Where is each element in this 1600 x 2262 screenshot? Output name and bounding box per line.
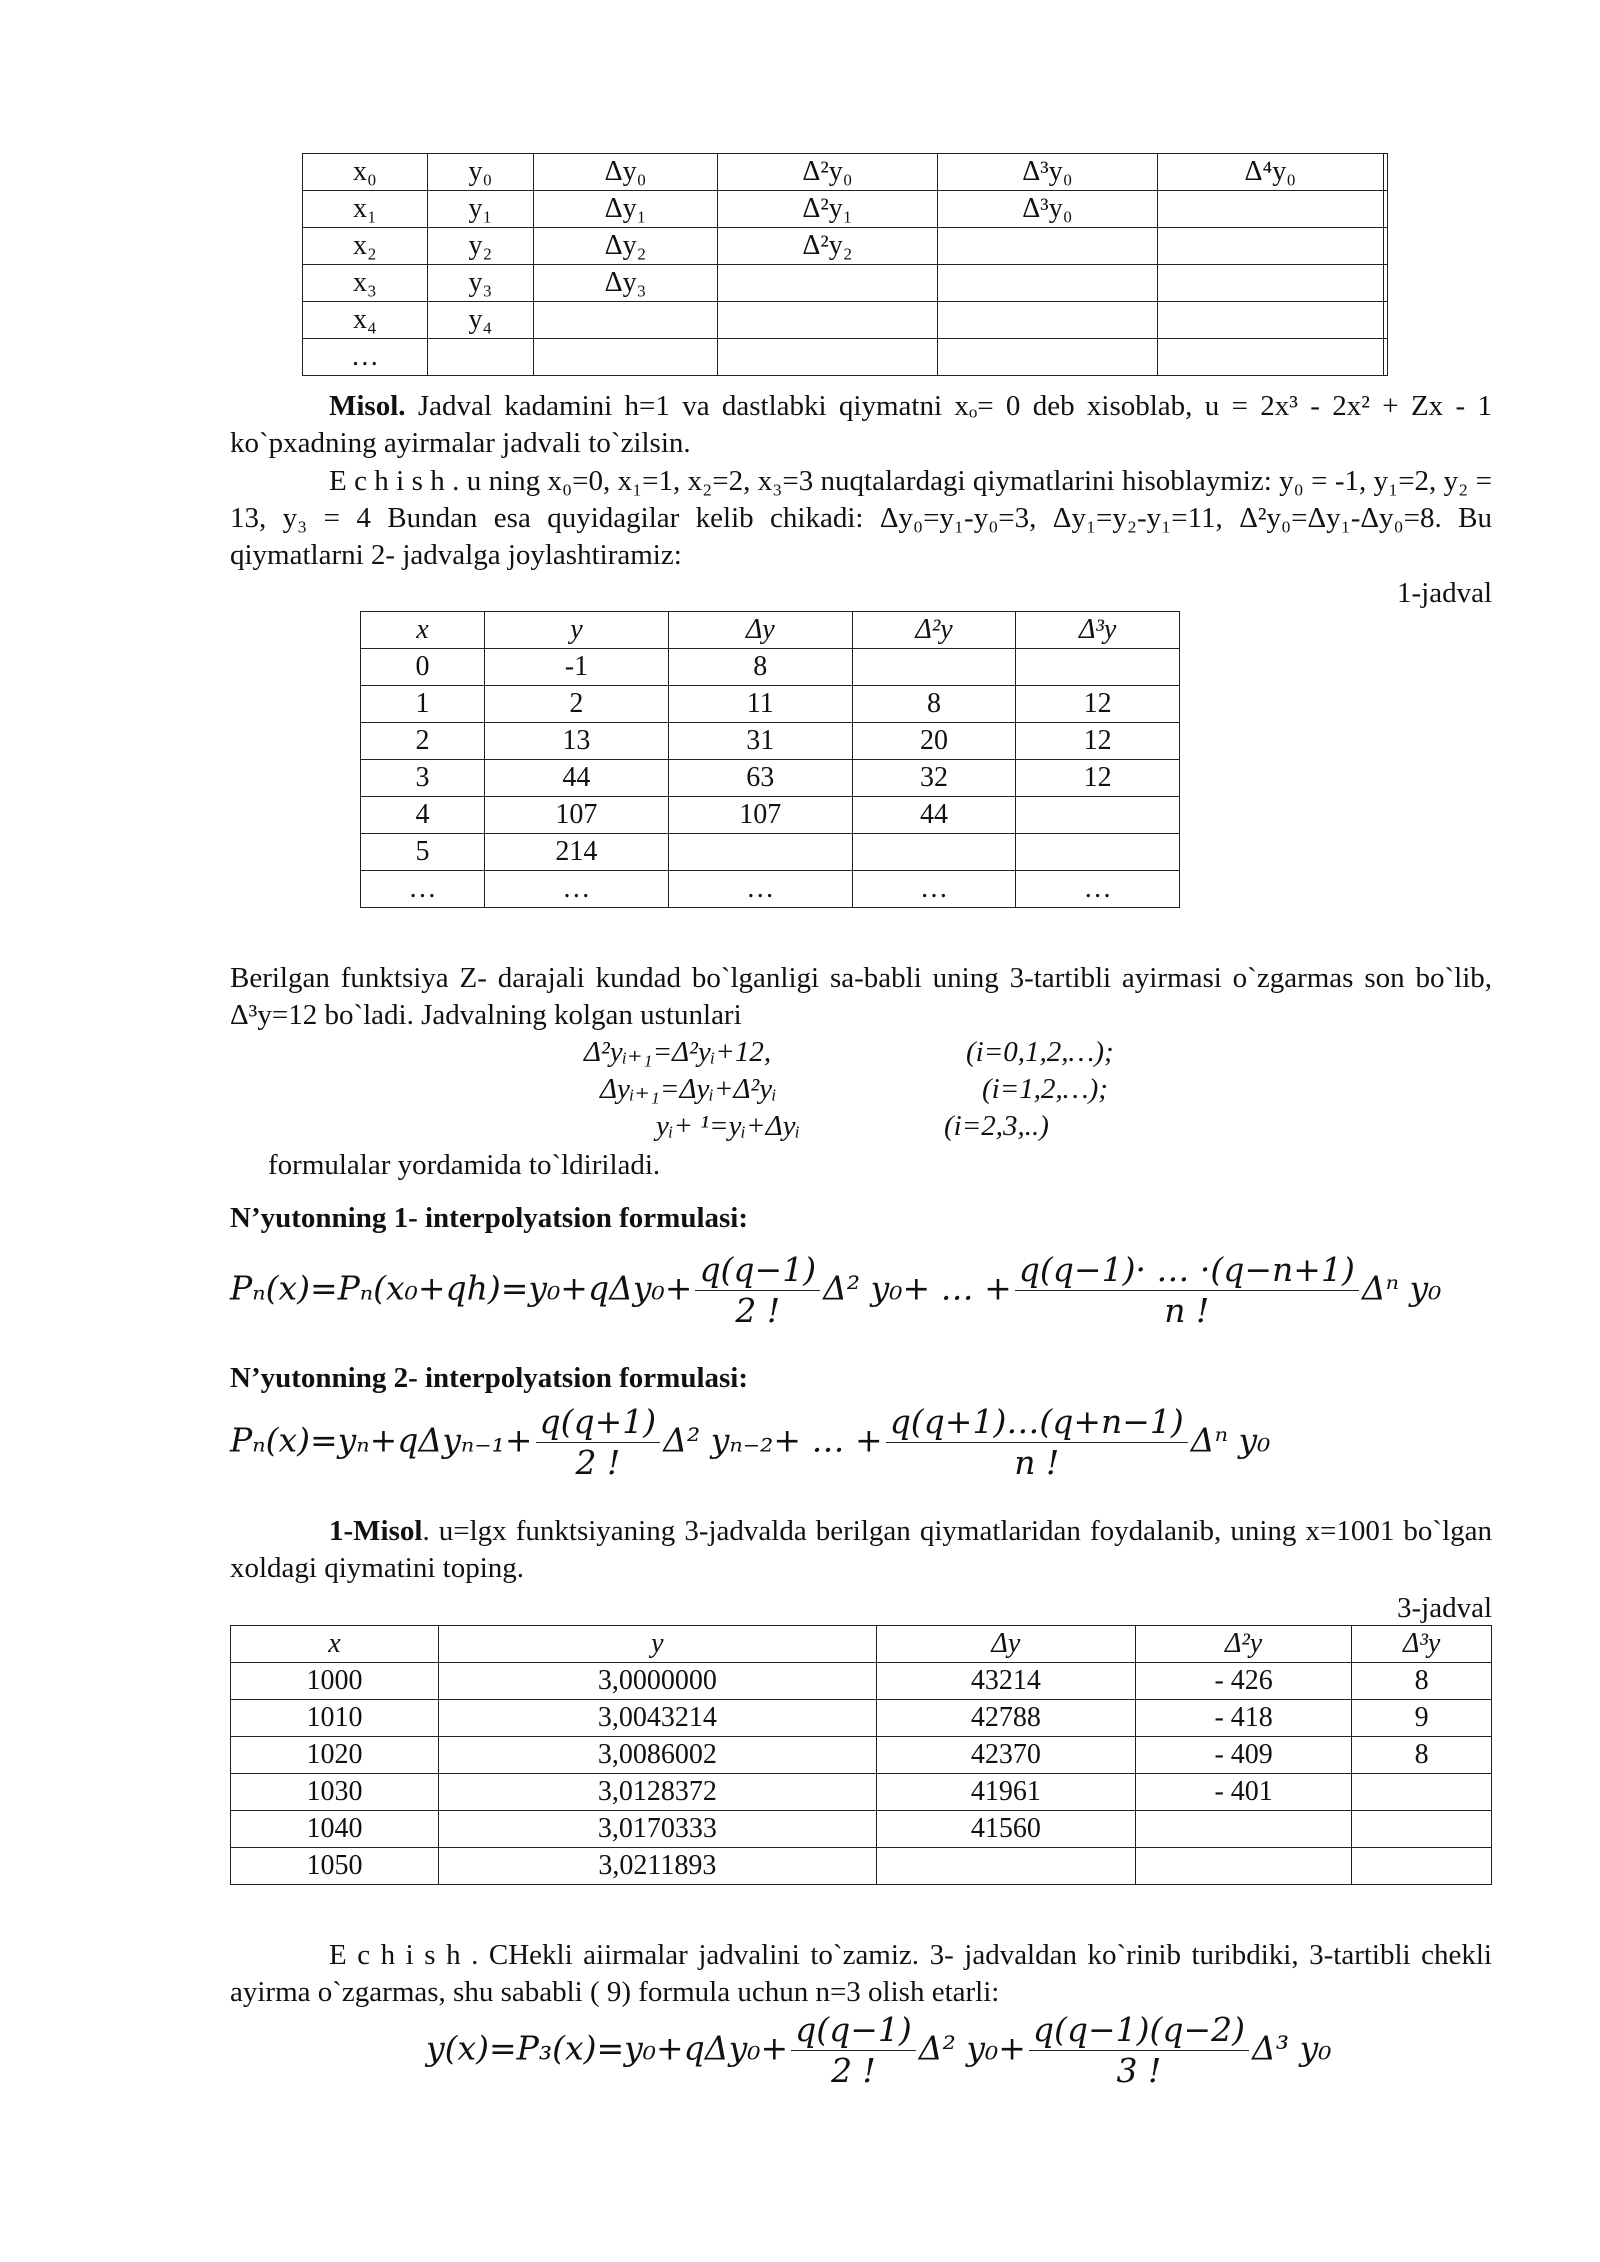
recurrence-1: Δ²yᵢ₊₁=Δ²yᵢ+12,	[584, 1036, 772, 1068]
formula1-lhs: Pₙ(x)=Pₙ(x₀+qh)=y₀+qΔy₀+	[230, 1268, 693, 1308]
table-cell: 3,0211893	[438, 1848, 876, 1885]
formula3-frac1: $\frac{q(q-1)}{2 !}$	[791, 2010, 916, 2091]
table-cell	[668, 834, 852, 871]
table-cell	[1352, 1848, 1492, 1885]
table-cell	[1383, 339, 1387, 376]
recurrence-3-range: (i=2,3,..)	[944, 1110, 1049, 1142]
misol-paragraph	[230, 388, 1492, 462]
table-cell	[534, 302, 718, 339]
table-cell: …	[668, 871, 852, 908]
table-cell: …	[361, 871, 485, 908]
table-cell: 3,0043214	[438, 1700, 876, 1737]
table-cell: …	[1016, 871, 1180, 908]
table-header-cell: y	[485, 612, 669, 649]
difference-table-3	[230, 1625, 1492, 1885]
table-header-cell: x	[231, 1626, 439, 1663]
table-row	[361, 723, 1180, 760]
table-cell: 1000	[231, 1663, 439, 1700]
table-row	[303, 339, 1388, 376]
formulalar-text: formulalar yordamida to`ldiriladi.	[268, 1149, 661, 1181]
table-cell: 8	[852, 686, 1016, 723]
table-row	[303, 191, 1388, 228]
heading-newton-2: N’yutonning 2- interpolyatsion formulasi:	[230, 1362, 749, 1394]
table-cell: 107	[485, 797, 669, 834]
table-row	[361, 797, 1180, 834]
table-cell: Δ²y₀	[717, 154, 937, 191]
table-cell	[1135, 1848, 1351, 1885]
table-cell: 8	[1352, 1663, 1492, 1700]
table-cell: …	[303, 339, 428, 376]
table-cell	[937, 228, 1157, 265]
formula2-frac2: $\frac{q(q+1)\dots(q+n-1)}{n !}$	[886, 1402, 1188, 1483]
table-cell: - 418	[1135, 1700, 1351, 1737]
table-cell: 3,0128372	[438, 1774, 876, 1811]
table-cell: 2	[485, 686, 669, 723]
table-cell: 0	[361, 649, 485, 686]
table-cell	[1383, 265, 1387, 302]
table-row	[231, 1774, 1492, 1811]
table-cell: 3,0170333	[438, 1811, 876, 1848]
table-cell: Δ³y₀	[937, 191, 1157, 228]
table-row	[361, 834, 1180, 871]
table-cell	[717, 339, 937, 376]
table-cell	[1016, 797, 1180, 834]
table-cell	[717, 265, 937, 302]
table-cell: 5	[361, 834, 485, 871]
table-cell: 1	[361, 686, 485, 723]
table-cell: 9	[1352, 1700, 1492, 1737]
table-cell	[1157, 265, 1383, 302]
newton-formula-2	[230, 1402, 1270, 1483]
table-row	[361, 760, 1180, 797]
table-cell	[1383, 228, 1387, 265]
table-cell: 13	[485, 723, 669, 760]
table-cell	[852, 649, 1016, 686]
table-cell: 3	[361, 760, 485, 797]
table-header-row	[231, 1626, 1492, 1663]
table-row	[303, 228, 1388, 265]
table-row	[361, 871, 1180, 908]
table-cell: 32	[852, 760, 1016, 797]
table-row	[361, 686, 1180, 723]
table-cell: -1	[485, 649, 669, 686]
echish-text: u ning x₀=0, x₁=1, x₂=2, x₃=3 nuqtalardagi qiymatlarini hisoblaymiz: y₀ = -1, y₁=2, y₂ = 13, y₃ = 4 Bundan esa quyidagilar kelib chikadi: Δy₀=y₁-y₀=3, Δy₁=y₂-y₁=11, Δ²y₀=Δy₁-Δy₀=8. Bu qiymatlarni 2- jadvalga joylashtiramiz:	[230, 465, 1492, 571]
table-header-cell: Δ³y	[1352, 1626, 1492, 1663]
table-cell: 1040	[231, 1811, 439, 1848]
table-cell: y₂	[427, 228, 533, 265]
table-cell: 41560	[876, 1811, 1135, 1848]
table-row	[231, 1663, 1492, 1700]
misol1-label: 1-Misol	[329, 1515, 423, 1547]
paragraph-z-degree: Berilgan funktsiya Z- darajali kundad bo`lganligi sa-babli uning 3-tartibli ayirmasi o`zgarmas son bo`lib, Δ³y=12 bo`ladi. Jadvalning kolgan ustunlari	[230, 962, 1492, 1031]
table-cell: 107	[668, 797, 852, 834]
table-cell	[1157, 302, 1383, 339]
formula2-lhs: Pₙ(x)=yₙ+qΔyₙ₋₁+	[230, 1420, 533, 1460]
echish-lead: E c h i s h .	[329, 465, 460, 497]
table-cell: Δ⁴y₀	[1157, 154, 1383, 191]
formula3-mid: Δ² y₀+	[918, 2028, 1026, 2068]
table-header-cell: Δ²y	[852, 612, 1016, 649]
table-cell: 11	[668, 686, 852, 723]
newton-formula-1	[230, 1250, 1441, 1331]
table-cell: 1010	[231, 1700, 439, 1737]
difference-table-1	[360, 611, 1180, 908]
recurrence-1-range: (i=0,1,2,…);	[966, 1036, 1114, 1068]
table-cell	[1352, 1811, 1492, 1848]
table-row	[303, 265, 1388, 302]
table-cell	[1157, 339, 1383, 376]
formula3-tail: Δ³ y₀	[1252, 2028, 1332, 2068]
table-cell: 4	[361, 797, 485, 834]
table-row	[231, 1737, 1492, 1774]
table-cell: 12	[1016, 760, 1180, 797]
table-cell: Δ²y₂	[717, 228, 937, 265]
table-cell	[937, 265, 1157, 302]
formula1-tail: Δⁿ y₀	[1361, 1268, 1442, 1308]
table-row	[303, 302, 1388, 339]
echish2-lead: E c h i s h .	[329, 1939, 479, 1971]
table-cell: 214	[485, 834, 669, 871]
table-row	[231, 1848, 1492, 1885]
difference-table-generic	[302, 153, 1388, 376]
table-cell: Δ³y₀	[937, 154, 1157, 191]
table-cell: …	[485, 871, 669, 908]
misol1-paragraph	[230, 1513, 1492, 1587]
table-header-cell: y	[438, 1626, 876, 1663]
table-cell: 42370	[876, 1737, 1135, 1774]
table-cell	[1383, 302, 1387, 339]
table-header-cell: Δy	[668, 612, 852, 649]
table-cell: 8	[668, 649, 852, 686]
table-cell: Δy₃	[534, 265, 718, 302]
echish-paragraph-2	[230, 1937, 1492, 2011]
echish2-text: CHekli aiirmalar jadvalini to`zamiz. 3- jadvaldan ko`rinib turibdiki, 3-tartibli chekli ayirma o`zgarmas, shu sababli ( 9) formula uchun n=3 olish etarli:	[230, 1939, 1492, 2008]
table-cell: 3,0000000	[438, 1663, 876, 1700]
formula1-mid: Δ² y₀+ … +	[823, 1268, 1012, 1308]
table-cell: Δy₂	[534, 228, 718, 265]
table-cell	[876, 1848, 1135, 1885]
table-cell: x₃	[303, 265, 428, 302]
table-cell: 2	[361, 723, 485, 760]
table-cell	[937, 302, 1157, 339]
table-header-cell: Δ³y	[1016, 612, 1180, 649]
table-cell	[1016, 649, 1180, 686]
table3-caption: 3-jadval	[1396, 1592, 1492, 1624]
table-cell: 1030	[231, 1774, 439, 1811]
table-header-row	[361, 612, 1180, 649]
table-cell	[852, 834, 1016, 871]
table-cell	[1352, 1774, 1492, 1811]
table-cell: x₀	[303, 154, 428, 191]
table1-caption: 1-jadval	[1396, 577, 1492, 609]
table-cell: x₂	[303, 228, 428, 265]
table-cell: 41961	[876, 1774, 1135, 1811]
table-cell: 43214	[876, 1663, 1135, 1700]
table-cell	[1157, 191, 1383, 228]
table-header-cell: x	[361, 612, 485, 649]
table-cell	[534, 339, 718, 376]
table-cell: y₄	[427, 302, 533, 339]
recurrence-2: Δyᵢ₊₁=Δyᵢ+Δ²yᵢ	[600, 1073, 777, 1105]
formula2-mid: Δ² yₙ₋₂+ … +	[663, 1420, 883, 1460]
table-cell	[1016, 834, 1180, 871]
heading-newton-1: N’yutonning 1- interpolyatsion formulasi:	[230, 1202, 749, 1234]
table-cell	[1383, 191, 1387, 228]
table-cell: 42788	[876, 1700, 1135, 1737]
recurrence-3: yᵢ+ ¹=yᵢ+Δyᵢ	[656, 1110, 801, 1142]
table-row	[231, 1700, 1492, 1737]
misol1-text: . u=lgx funktsiyaning 3-jadvalda berilgan qiymatlaridan foydalanib, uning x=1001 bo`lgan xoldagi qiymatini toping.	[230, 1515, 1492, 1584]
table-cell	[1157, 228, 1383, 265]
formula1-frac2: $\frac{q(q-1)\cdot \dots \cdot(q-n+1)}{n !}$	[1015, 1250, 1359, 1331]
table-cell: Δy₁	[534, 191, 718, 228]
table-cell: 20	[852, 723, 1016, 760]
formula2-tail: Δⁿ y₀	[1190, 1420, 1271, 1460]
table-cell	[427, 339, 533, 376]
misol-text: Jadval kadamini h=1 va dastlabki qiymatni xₒ= 0 deb xisoblab, u = 2x³ - 2x² + Zx - 1 ko`pxadning ayirmalar jadvali to`zilsin.	[230, 390, 1492, 459]
table-cell	[937, 339, 1157, 376]
table-row	[361, 649, 1180, 686]
table-cell: 12	[1016, 723, 1180, 760]
table-cell: 1020	[231, 1737, 439, 1774]
table-cell: 1050	[231, 1848, 439, 1885]
formula3-lhs: y(x)=P₃(x)=y₀+qΔy₀+	[426, 2028, 789, 2068]
table-cell: Δ²y₁	[717, 191, 937, 228]
formula3-frac2: $\frac{q(q-1)(q-2)}{3 !}$	[1029, 2010, 1249, 2091]
table-cell: Δy₀	[534, 154, 718, 191]
table-cell: 3,0086002	[438, 1737, 876, 1774]
table-cell: y₃	[427, 265, 533, 302]
table-cell: …	[852, 871, 1016, 908]
table-cell: x₁	[303, 191, 428, 228]
table-row	[303, 154, 1388, 191]
table-cell: y₀	[427, 154, 533, 191]
table-cell: - 426	[1135, 1663, 1351, 1700]
echish-paragraph-1	[230, 463, 1492, 574]
misol-label: Misol.	[329, 390, 406, 422]
table-cell	[1383, 154, 1387, 191]
table-cell: 31	[668, 723, 852, 760]
table-cell: - 409	[1135, 1737, 1351, 1774]
table-header-cell: Δy	[876, 1626, 1135, 1663]
table-row	[231, 1811, 1492, 1848]
formula1-frac1: $\frac{q(q-1)}{2 !}$	[695, 1250, 820, 1331]
table-cell: 44	[852, 797, 1016, 834]
table-cell: x₄	[303, 302, 428, 339]
table-cell: 63	[668, 760, 852, 797]
table-cell	[1135, 1811, 1351, 1848]
formula2-frac1: $\frac{q(q+1)}{2 !}$	[536, 1402, 661, 1483]
table-cell: - 401	[1135, 1774, 1351, 1811]
table-cell: y₁	[427, 191, 533, 228]
recurrence-2-range: (i=1,2,…);	[982, 1073, 1108, 1105]
table-cell	[717, 302, 937, 339]
newton-formula-n3	[426, 2010, 1331, 2091]
table-header-cell: Δ²y	[1135, 1626, 1351, 1663]
table-cell: 12	[1016, 686, 1180, 723]
table-cell: 8	[1352, 1737, 1492, 1774]
table-cell: 44	[485, 760, 669, 797]
